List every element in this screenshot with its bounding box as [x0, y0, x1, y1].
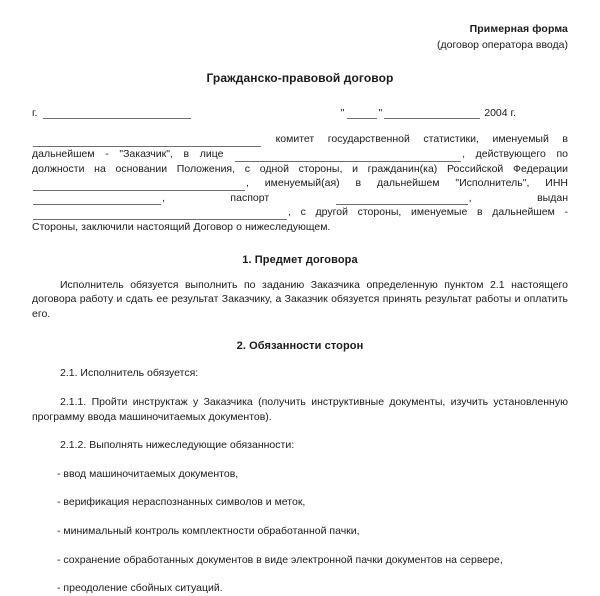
form-kind-label: Примерная форма	[469, 23, 568, 35]
document-header	[32, 22, 568, 53]
city-field	[32, 107, 191, 119]
clause-2-1: 2.1. Исполнитель обязуется:	[60, 367, 199, 380]
preamble-paragraph	[32, 132, 568, 234]
month-blank[interactable]	[384, 108, 480, 119]
list-item: - ввод машиночитаемых документов,	[57, 467, 239, 480]
organization-blank[interactable]	[33, 137, 261, 147]
preamble-text-2: , действующего по должности на основании Положения, с одной стороны, и гражданин(ка) Российской Федерации	[32, 148, 568, 175]
day-blank[interactable]	[347, 108, 377, 119]
duties-list	[32, 467, 568, 596]
date-field	[341, 107, 568, 119]
section-1-heading: 1. Предмет договора	[242, 253, 358, 266]
preamble-text-6: , с другой стороны, именуемые в дальнейшем - Стороны, заключили настоящий Договор о нижеследующем.	[32, 206, 568, 233]
quote-close: "	[378, 107, 383, 120]
passport-issued-blank[interactable]	[33, 210, 287, 220]
clause-2-1-2: 2.1.2. Выполнять нижеследующие обязанности:	[60, 439, 295, 452]
quote-open: "	[340, 107, 345, 120]
section-1-paragraph: Исполнитель обязуется выполнить по заданию Заказчика определенную пунктом 2.1 настоящего договора работу и сдать ее результат Заказчику, а Заказчик обязуется принять результат работы и оплатить его.	[32, 278, 568, 320]
clause-2-1-1: 2.1.1. Пройти инструктаж у Заказчика (получить инструктивные документы, изучить установленную программу ввода машиночитаемых документов).	[32, 395, 568, 423]
preamble-text-4: , паспорт	[162, 191, 270, 204]
document-title: Гражданско-правовой договор	[206, 71, 394, 86]
year-label: 2004 г.	[484, 107, 516, 120]
list-item: - преодоление сбойных ситуаций.	[57, 582, 223, 595]
preamble-text-1: комитет государственной статистики, именуемый в дальнейшем - "Заказчик", в лице	[32, 133, 568, 161]
city-blank[interactable]	[43, 108, 191, 119]
representative-blank[interactable]	[235, 152, 461, 162]
inn-blank[interactable]	[33, 195, 161, 205]
citizen-name-blank[interactable]	[33, 181, 245, 191]
date-row	[32, 107, 568, 119]
city-label: г.	[32, 107, 38, 120]
list-item: - сохранение обработанных документов в виде электронной пачки документов на сервере,	[57, 553, 503, 566]
preamble-text-5: , выдан	[468, 191, 568, 204]
form-subtitle-label: (договор оператора ввода)	[436, 39, 568, 52]
list-item: - минимальный контроль комплектности обработанной пачки,	[57, 524, 360, 537]
preamble-text-3: , именуемый(ая) в дальнейшем "Исполнитель", ИНН	[246, 177, 568, 190]
list-item: - верификация нераспознанных символов и меток,	[57, 496, 306, 509]
section-2-heading: 2. Обязанности сторон	[236, 340, 364, 353]
passport-blank[interactable]	[336, 195, 468, 205]
